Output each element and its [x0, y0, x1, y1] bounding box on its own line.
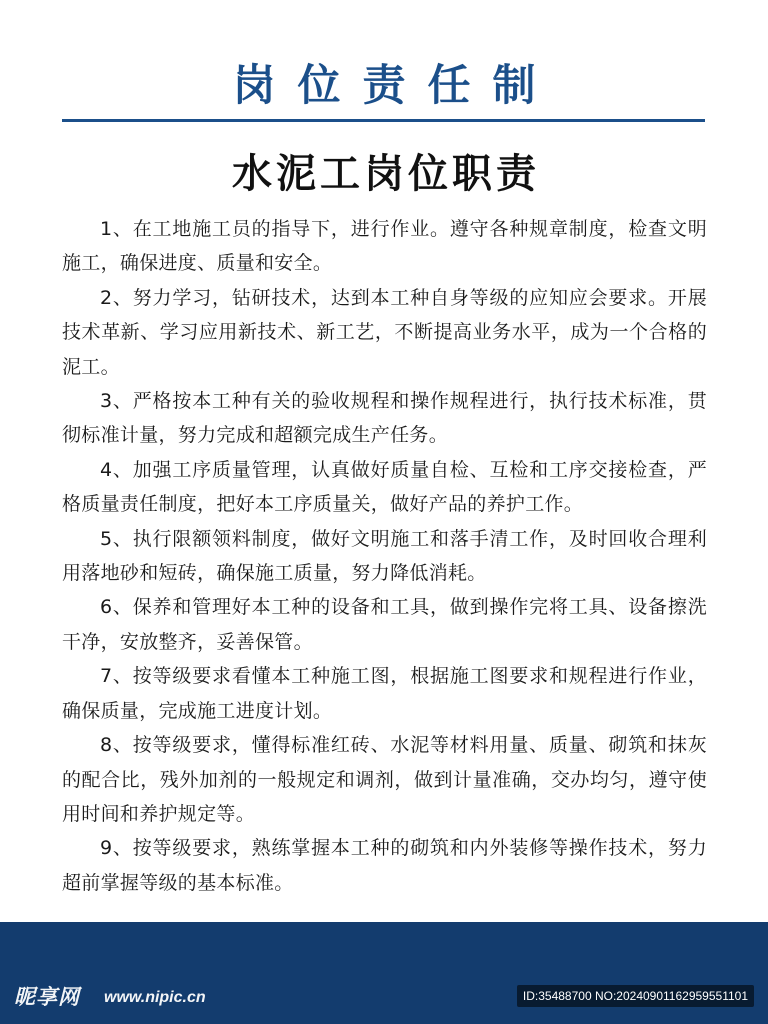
duty-item-8: 8、按等级要求，懂得标准红砖、水泥等材料用量、质量、砌筑和抹灰的配合比，残外加剂的一般规定和调剂，做到计量准确，交办均匀，遵守使用时间和养护规定等。	[62, 734, 707, 825]
duty-item-4: 4、加强工序质量管理，认真做好质量自检、互检和工序交接检查，严格质量责任制度，把好本工序质量关，做好产品的养护工作。	[62, 458, 707, 516]
duty-item-2: 2、努力学习，钻研技术，达到本工种自身等级的应知应会要求。开展技术革新、学习应用新技术、新工艺，不断提高业务水平，成为一个合格的泥工。	[62, 286, 707, 378]
watermark-id: ID:35488700 NO:20240901162959551101	[517, 985, 754, 1007]
poster-subtitle: 水泥工岗位职责	[232, 151, 540, 197]
duty-item-7: 7、按等级要求看懂本工种施工图，根据施工图要求和规程进行作业，确保质量，完成施工进度计划。	[62, 665, 707, 722]
watermark-logo: 昵享网	[14, 985, 80, 1009]
poster-title: 岗位责任制	[232, 61, 558, 111]
duty-list	[62, 212, 707, 900]
duty-item-6: 6、保养和管理好本工种的设备和工具，做到操作完将工具、设备擦洗干净，安放整齐，妥善保管。	[62, 596, 707, 653]
duty-item-9: 9、按等级要求，熟练掌握本工种的砌筑和内外装修等操作技术，努力超前掌握等级的基本标准。	[62, 837, 707, 894]
title-divider	[62, 119, 705, 122]
watermark-url: www.nipic.cn	[104, 989, 206, 1006]
duty-item-1: 1、在工地施工员的指导下，进行作业。遵守各种规章制度，检查文明施工，确保进度、质量和安全。	[62, 218, 707, 275]
duty-item-3: 3、严格按本工种有关的验收规程和操作规程进行，执行技术标准，贯彻标准计量，努力完成和超额完成生产任务。	[62, 390, 707, 447]
duty-item-5: 5、执行限额领料制度，做好文明施工和落手清工作，及时回收合理利用落地砂和短砖，确保施工质量，努力降低消耗。	[62, 527, 707, 585]
